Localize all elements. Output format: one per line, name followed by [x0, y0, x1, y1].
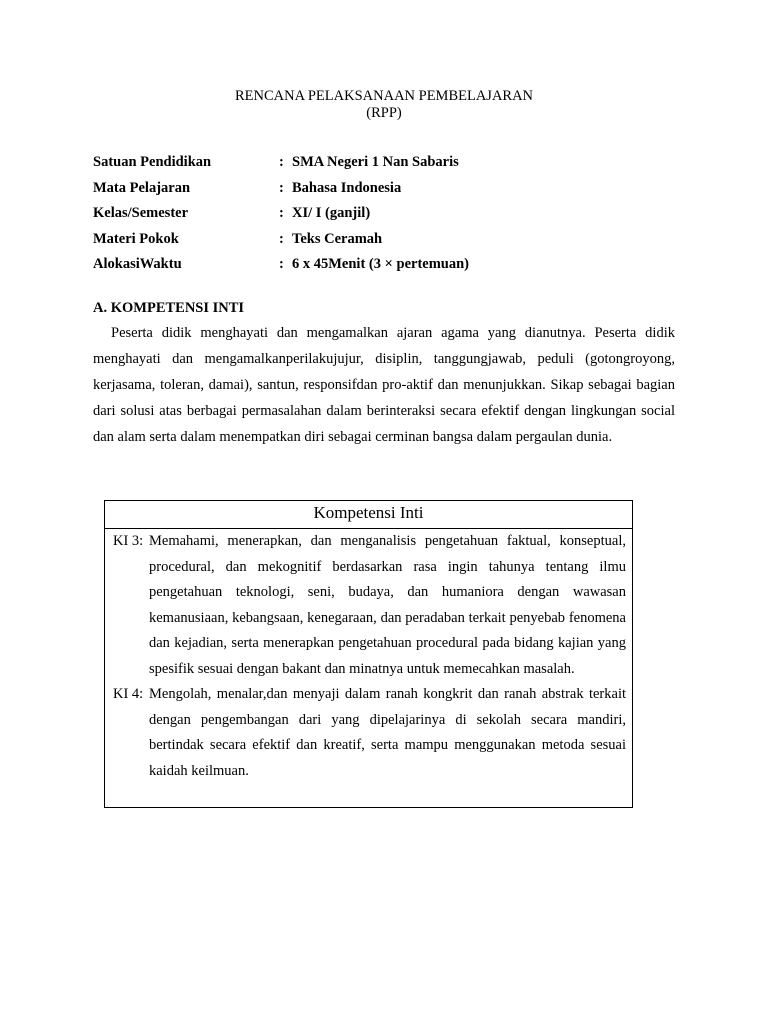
identity-value: SMA Negeri 1 Nan Sabaris	[292, 154, 459, 170]
kompetensi-inti-table	[104, 500, 633, 808]
identity-colon: :	[279, 205, 284, 221]
identity-label: Materi Pokok	[93, 230, 179, 247]
identity-colon: :	[279, 154, 284, 170]
document-subtitle: (RPP)	[366, 105, 402, 121]
identity-row	[93, 178, 693, 204]
ki-code: KI 4:	[113, 686, 144, 702]
identity-colon: :	[279, 230, 284, 247]
identity-value: Teks Ceramah	[292, 230, 383, 247]
identity-colon: :	[279, 179, 284, 196]
ki-code: KI 3:	[113, 533, 144, 549]
ki-table-body	[105, 529, 632, 784]
identity-value: XI/ I (ganjil)	[292, 205, 371, 221]
identity-label: Kelas/Semester	[93, 205, 189, 221]
identity-row	[93, 229, 693, 255]
identity-row	[93, 254, 693, 280]
ki-item	[113, 529, 626, 682]
identity-label: Mata Pelajaran	[93, 179, 191, 196]
identity-row	[93, 152, 693, 178]
ki-text: Memahami, menerapkan, dan menganalisis pengetahuan faktual, konseptual, procedural, dan mekognitif berdasarkan rasa ingin tahunya tentang ilmu pengetahuan teknologi, seni, budaya, dan humaniora dengan wawasan kemanusiaan, kebangsaan, kenegaraan, dan peradaban terkait penyebab fenomena dan kejadian, serta menerapkan pengetahuan procedural pada bidang kajian yang spesifik sesuai dengan bakant dan minatnya untuk memecahkan masalah.	[149, 533, 626, 677]
document-title: RENCANA PELAKSANAAN PEMBELAJARAN	[234, 88, 534, 104]
section-a-heading: A. KOMPETENSI INTI	[93, 300, 245, 316]
identity-value: 6 x 45Menit (3 × pertemuan)	[292, 256, 469, 272]
identity-colon: :	[279, 256, 284, 272]
ki-item	[113, 682, 626, 784]
ki-table-header: Kompetensi Inti	[105, 501, 632, 529]
identity-value: Bahasa Indonesia	[292, 179, 402, 196]
ki-text: Mengolah, menalar,dan menyaji dalam ranah kongkrit dan ranah abstrak terkait dengan pengembangan dari yang dipelajarinya di sekolah secara mandiri, bertindak secara efektif dan kreatif, serta mampu menggunakan metoda sesuai kaidah keilmuan.	[149, 686, 626, 779]
identity-row	[93, 203, 693, 229]
identity-label: AlokasiWaktu	[93, 256, 182, 272]
identity-label: Satuan Pendidikan	[93, 154, 212, 170]
section-a-paragraph: Peserta didik menghayati dan mengamalkan ajaran agama yang dianutnya. Peserta didik menghayati dan mengamalkanperilakujujur, disiplin, tanggungjawab, peduli (gotongroyong, kerjasama, toleran, damai), santun, responsifdan pro-aktif dan menunjukkan. Sikap sebagai bagian dari solusi atas berbagai permasalahan dalam berinteraksi secara efektif dengan lingkungan social dan alam serta dalam menempatkan diri sebagai cerminan bangsa dalam pergaulan dunia.	[93, 325, 675, 445]
identity-table	[93, 152, 693, 280]
